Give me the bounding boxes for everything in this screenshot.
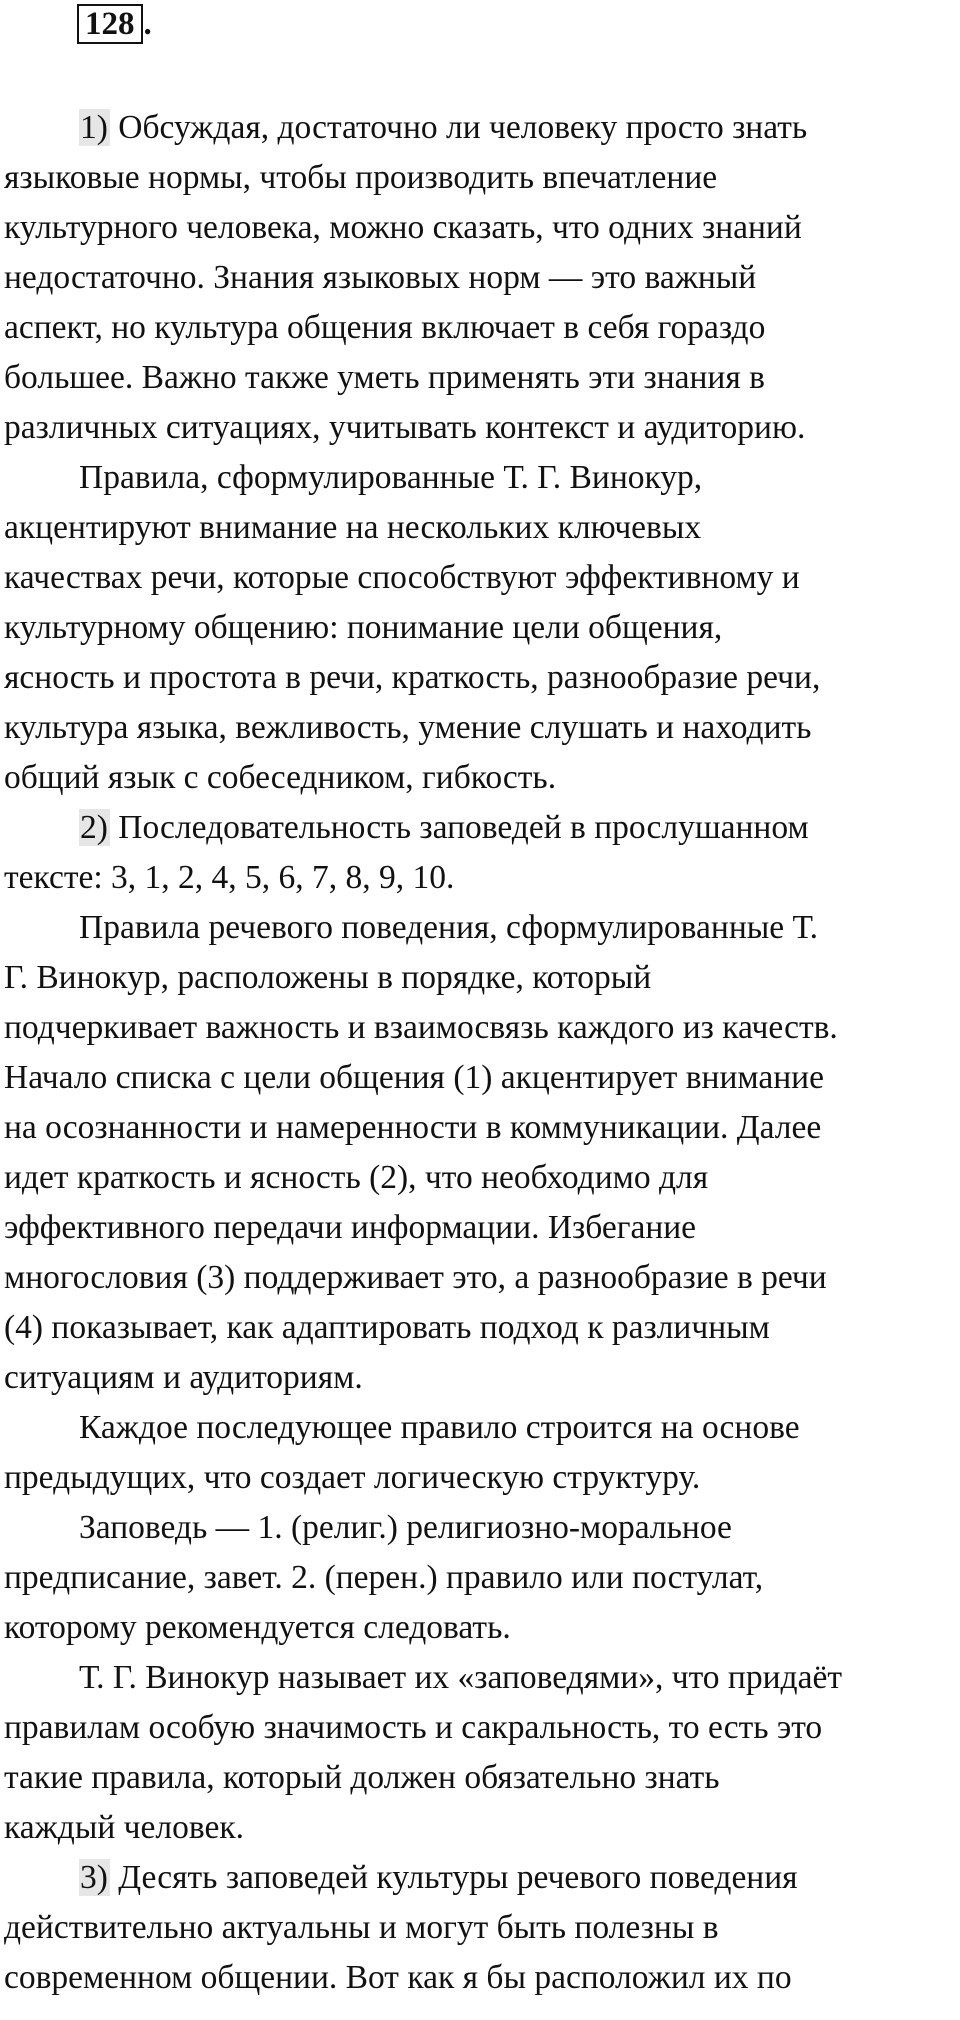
line-text: Правила, сформулированные Т. Г. Винокур, xyxy=(79,459,703,496)
paragraph xyxy=(4,1853,954,2003)
paragraph-line xyxy=(4,1553,954,1603)
paragraph xyxy=(4,903,954,1403)
line-text: современном общении. Вот как я бы расположил их по xyxy=(4,1959,792,1996)
line-text: большее. Важно также уметь применять эти знания в xyxy=(4,359,765,396)
paragraph-line xyxy=(4,603,954,653)
paragraph xyxy=(4,453,954,803)
paragraph-line xyxy=(4,1903,954,1953)
paragraph-line xyxy=(4,1003,954,1053)
line-text: предписание, завет. 2. (перен.) правило или постулат, xyxy=(4,1559,764,1596)
line-text: которому рекомендуется следовать. xyxy=(4,1609,511,1646)
paragraph xyxy=(4,1403,954,1503)
paragraph-line xyxy=(4,553,954,603)
task-number-box: 128 xyxy=(77,4,143,44)
paragraph-line xyxy=(4,853,954,903)
paragraph-line xyxy=(4,1953,954,2003)
paragraph-line xyxy=(4,103,954,153)
paragraph-line xyxy=(4,153,954,203)
item-marker: 2) xyxy=(80,809,108,846)
paragraph-line xyxy=(4,903,954,953)
paragraph-line xyxy=(4,203,954,253)
paragraph-line xyxy=(4,1603,954,1653)
line-text: недостаточно. Знания языковых норм — это важный xyxy=(4,259,757,296)
line-text: правилам особую значимость и сакральность, то есть это xyxy=(4,1709,823,1746)
paragraph-line xyxy=(4,353,954,403)
paragraph xyxy=(4,1653,954,1853)
paragraph xyxy=(4,803,954,903)
line-text: многословия (3) поддерживает это, а разнообразие в речи xyxy=(4,1259,827,1296)
line-text: Т. Г. Винокур называет их «заповедями», что придаёт xyxy=(79,1659,842,1696)
paragraph-line xyxy=(4,503,954,553)
line-text: культурному общению: понимание цели общения, xyxy=(4,609,723,646)
paragraph-line xyxy=(4,253,954,303)
line-text: Г. Винокур, расположены в порядке, который xyxy=(4,959,652,996)
paragraph-line xyxy=(4,1303,954,1353)
line-text: такие правила, который должен обязательно знать xyxy=(4,1759,720,1796)
line-text: ясность и простота в речи, краткость, разнообразие речи, xyxy=(4,659,821,696)
line-text: Начало списка с цели общения (1) акцентирует внимание xyxy=(4,1059,824,1096)
paragraph-line xyxy=(4,1253,954,1303)
paragraph-line xyxy=(4,1053,954,1103)
paragraph-line xyxy=(4,1703,954,1753)
paragraph-line xyxy=(4,703,954,753)
paragraph xyxy=(4,1503,954,1653)
line-text: на осознанности и намеренности в коммуникации. Далее xyxy=(4,1109,822,1146)
line-text: культурного человека, можно сказать, что одних знаний xyxy=(4,209,802,246)
line-text: Последовательность заповедей в прослушанном xyxy=(118,809,809,846)
paragraph-line xyxy=(4,1353,954,1403)
task-number-dot: . xyxy=(143,6,152,42)
line-text: аспект, но культура общения включает в себя гораздо xyxy=(4,309,766,346)
line-text: языковые нормы, чтобы производить впечатление xyxy=(4,159,718,196)
line-text: (4) показывает, как адаптировать подход к различным xyxy=(4,1309,770,1346)
line-text: эффективного передачи информации. Избегание xyxy=(4,1209,697,1246)
line-text: тексте: 3, 1, 2, 4, 5, 6, 7, 8, 9, 10. xyxy=(4,859,455,896)
paragraph-line xyxy=(4,1103,954,1153)
line-text: идет краткость и ясность (2), что необходимо для xyxy=(4,1159,709,1196)
paragraph-line xyxy=(4,803,954,853)
item-marker: 3) xyxy=(80,1859,108,1896)
line-text: предыдущих, что создает логическую структуру. xyxy=(4,1459,701,1496)
line-text: Десять заповедей культуры речевого поведения xyxy=(118,1859,798,1896)
line-text: Каждое последующее правило строится на основе xyxy=(79,1409,800,1446)
paragraph-line xyxy=(4,403,954,453)
paragraph-line xyxy=(4,1453,954,1503)
line-text: действительно актуальны и могут быть полезны в xyxy=(4,1909,719,1946)
paragraph-line xyxy=(4,653,954,703)
paragraph-line xyxy=(4,1503,954,1553)
paragraph-line xyxy=(4,753,954,803)
paragraph-line xyxy=(4,1403,954,1453)
paragraph xyxy=(4,103,954,453)
line-text: акцентируют внимание на нескольких ключевых xyxy=(4,509,702,546)
paragraph-line xyxy=(4,1803,954,1853)
item-marker: 1) xyxy=(80,109,108,146)
paragraph-line xyxy=(4,303,954,353)
paragraph-line xyxy=(4,953,954,1003)
line-text: общий язык с собеседником, гибкость. xyxy=(4,759,557,796)
line-text: Заповедь — 1. (религ.) религиозно-моральное xyxy=(79,1509,732,1546)
line-text: ситуациям и аудиториям. xyxy=(4,1359,363,1396)
document-body xyxy=(4,103,954,2003)
line-text: культура языка, вежливость, умение слушать и находить xyxy=(4,709,812,746)
line-text: качествах речи, которые способствуют эффективному и xyxy=(4,559,800,596)
line-text: различных ситуациях, учитывать контекст и аудиторию. xyxy=(4,409,806,446)
line-text: каждый человек. xyxy=(4,1809,244,1846)
paragraph-line xyxy=(4,1153,954,1203)
paragraph-line xyxy=(4,1653,954,1703)
line-text: Правила речевого поведения, сформулированные Т. xyxy=(79,909,818,946)
paragraph-line xyxy=(4,1753,954,1803)
line-text: Обсуждая, достаточно ли человеку просто знать xyxy=(118,109,808,146)
task-number xyxy=(77,4,152,44)
line-text: подчеркивает важность и взаимосвязь каждого из качеств. xyxy=(4,1009,838,1046)
paragraph-line xyxy=(4,1853,954,1903)
paragraph-line xyxy=(4,1203,954,1253)
paragraph-line xyxy=(4,453,954,503)
